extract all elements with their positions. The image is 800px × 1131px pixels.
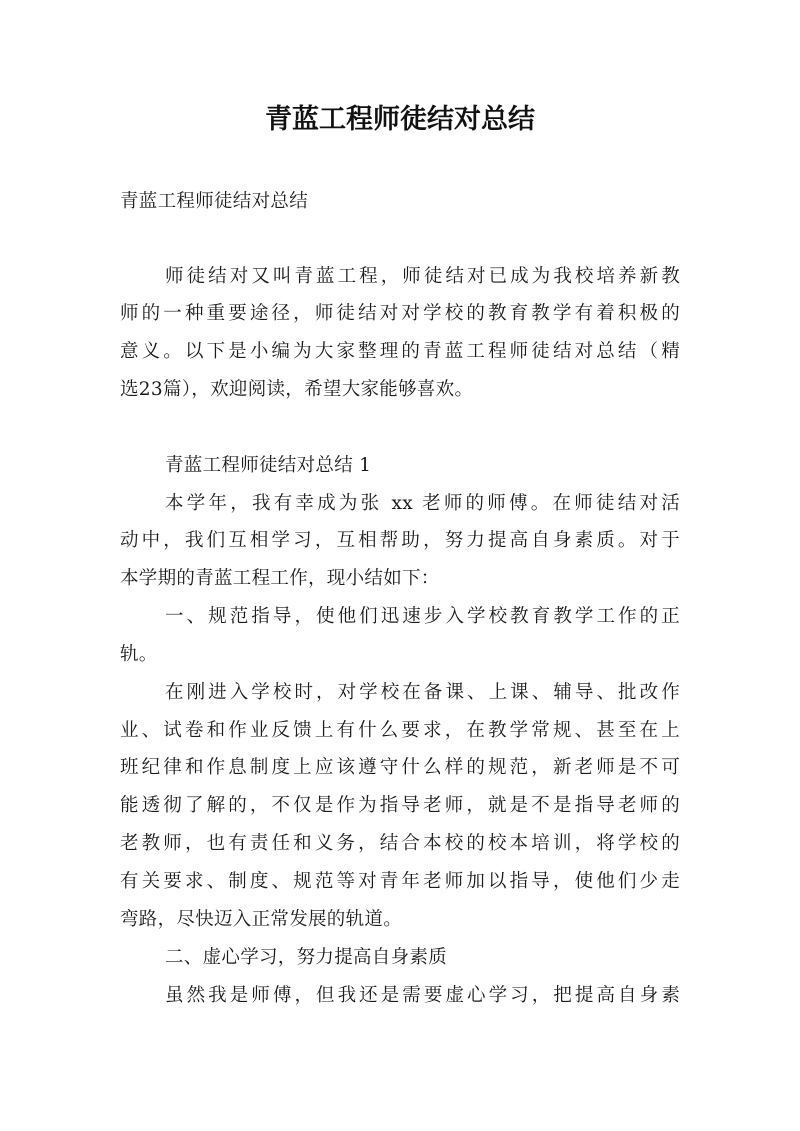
paragraph-line: 虽然我是师傅，但我还是需要虚心学习，把提高自身素 <box>165 985 680 1006</box>
paragraph-line: 本学年，我有幸成为张 xx 老师的师傅。在师徒结对活 <box>165 493 680 514</box>
document-title: 青蓝工程师徒结对总结 <box>265 104 535 135</box>
paragraph-line: 老教师，也有责任和义务，结合本校的校本培训，将学校的 <box>120 833 680 854</box>
paragraph-line: 业、试卷和作业反馈上有什么要求，在教学常规、甚至在上 <box>120 720 680 741</box>
paragraph-line: 弯路，尽快迈入正常发展的轨道。 <box>120 909 403 930</box>
paragraph-line: 二、虚心学习，努力提高自身素质 <box>165 947 448 968</box>
paragraph-line: 选23篇），欢迎阅读，希望大家能够喜欢。 <box>120 379 474 400</box>
paragraph-line: 轨。 <box>120 644 158 665</box>
paragraph-line: 班纪律和作息制度上应该遵守什么样的规范，新老师是不可 <box>120 757 680 778</box>
paragraph-line: 一、规范指导，使他们迅速步入学校教育教学工作的正 <box>165 606 680 627</box>
paragraph-line: 在刚进入学校时，对学校在备课、上课、辅导、批改作 <box>165 682 680 703</box>
section-heading: 青蓝工程师徒结对总结 1 <box>165 455 372 476</box>
paragraph-line: 师徒结对又叫青蓝工程，师徒结对已成为我校培养新教 <box>165 266 680 287</box>
paragraph-line: 本学期的青蓝工程工作，现小结如下： <box>120 568 440 589</box>
document-subtitle: 青蓝工程师徒结对总结 <box>120 191 309 212</box>
paragraph-line: 有关要求、制度、规范等对青年老师加以指导，使他们少走 <box>120 871 680 892</box>
paragraph-line: 师的一种重要途径，师徒结对对学校的教育教学有着积极的 <box>120 303 680 324</box>
paragraph-line: 意义。以下是小编为大家整理的青蓝工程师徒结对总结（精 <box>120 341 680 362</box>
paragraph-line: 能透彻了解的，不仅是作为指导老师，就是不是指导老师的 <box>120 795 680 816</box>
paragraph-line: 动中，我们互相学习，互相帮助，努力提高自身素质。对于 <box>120 530 680 551</box>
